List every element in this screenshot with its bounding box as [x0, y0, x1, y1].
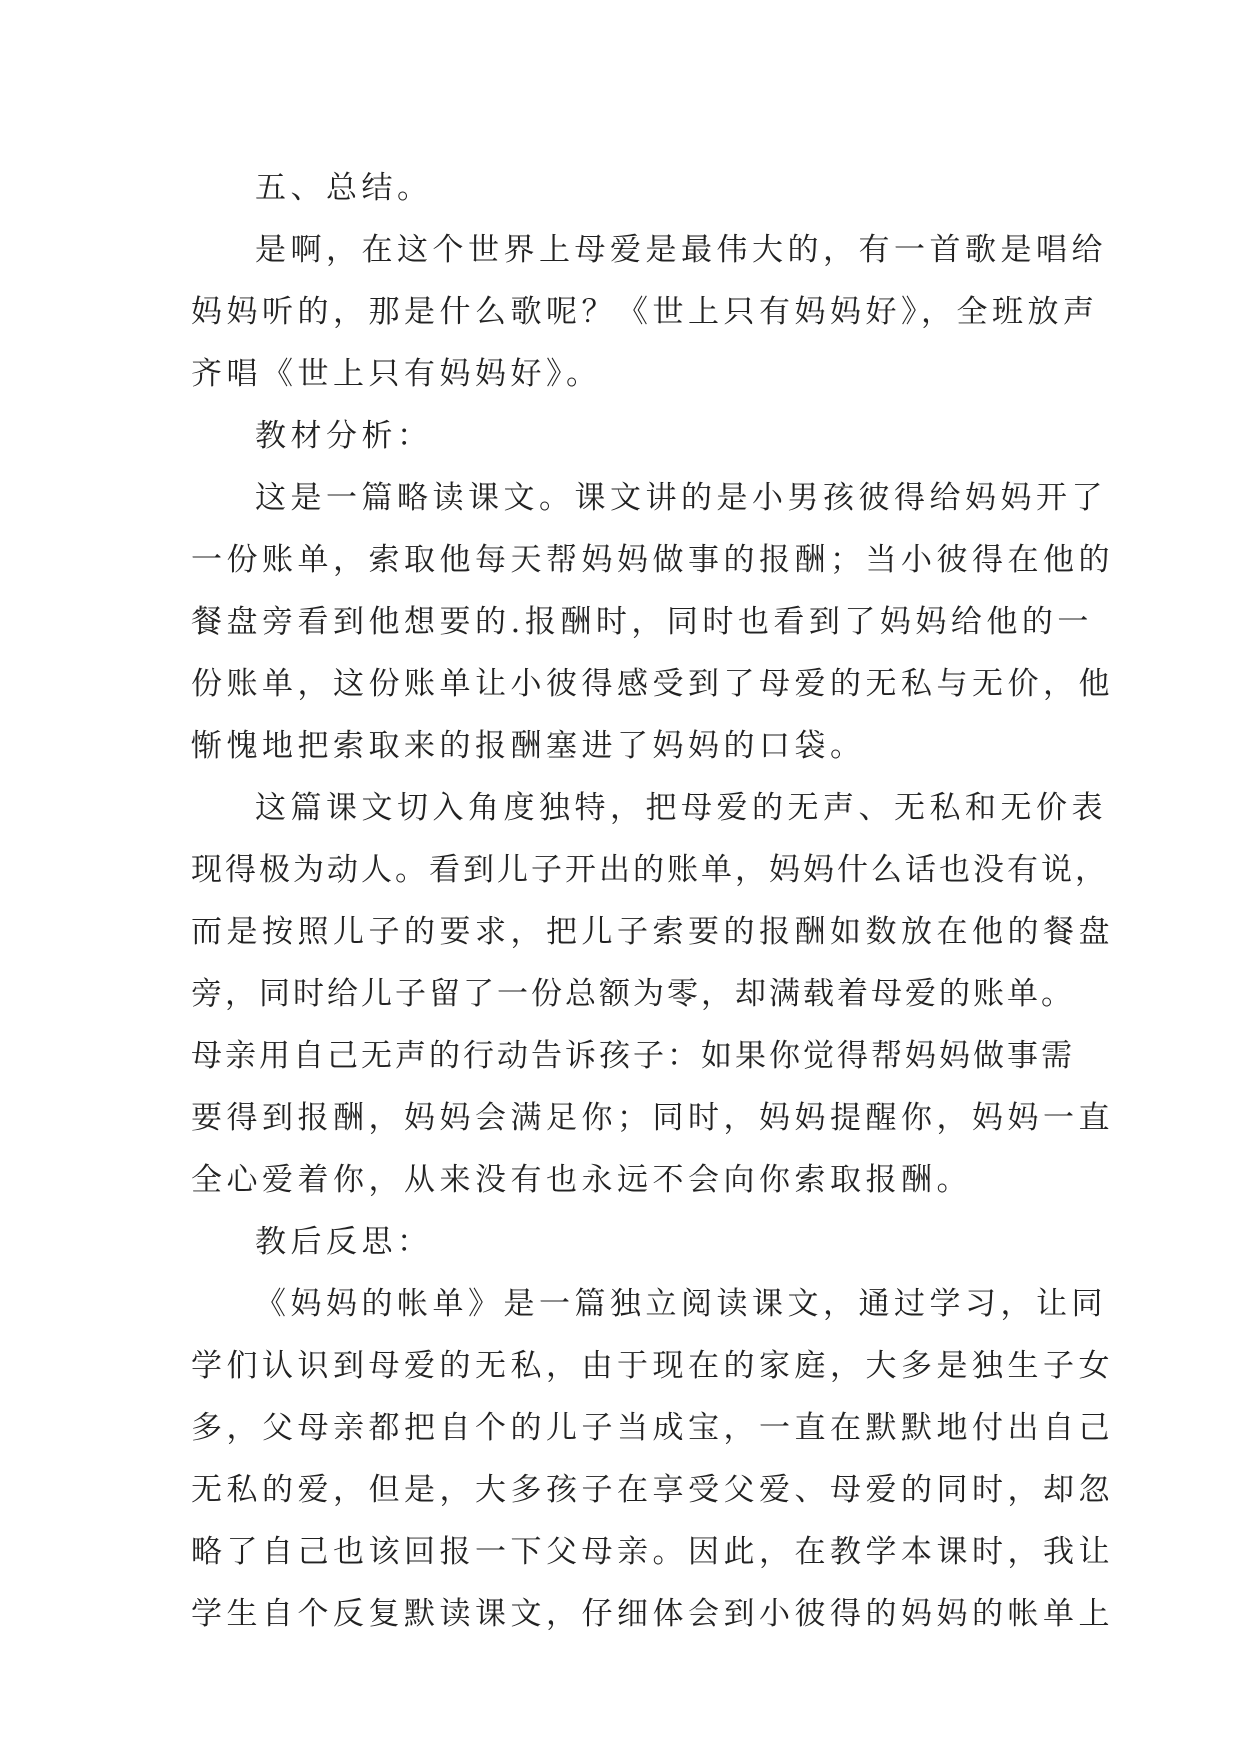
- paragraph-line: 母亲用自己无声的行动告诉孩子：如果你觉得帮妈妈做事需: [191, 1038, 1075, 1074]
- paragraph-line: 这篇课文切入角度独特，把母爱的无声、无私和无价表: [255, 790, 1107, 826]
- paragraph-line: 惭愧地把索取来的报酬塞进了妈妈的口袋。: [191, 728, 866, 764]
- paragraph-line: 学们认识到母爱的无私，由于现在的家庭，大多是独生子女: [191, 1348, 1114, 1384]
- paragraph-line: 要得到报酬，妈妈会满足你；同时，妈妈提醒你，妈妈一直: [191, 1100, 1114, 1136]
- paragraph-line: 一份账单，索取他每天帮妈妈做事的报酬；当小彼得在他的: [191, 542, 1114, 578]
- paragraph-line: 无私的爱，但是，大多孩子在享受父爱、母爱的同时，却忽: [191, 1472, 1114, 1508]
- paragraph-line: 是啊，在这个世界上母爱是最伟大的，有一首歌是唱给: [255, 232, 1107, 268]
- paragraph-line: 全心爱着你，从来没有也永远不会向你索取报酬。: [191, 1162, 972, 1198]
- paragraph-line: 现得极为动人。看到儿子开出的账单，妈妈什么话也没有说，: [191, 852, 1109, 888]
- paragraph-line: 学生自个反复默读课文，仔细体会到小彼得的妈妈的帐单上: [191, 1596, 1114, 1632]
- document-body: [191, 157, 1114, 1645]
- paragraph-line: 略了自己也该回报一下父母亲。因此，在教学本课时，我让: [191, 1534, 1114, 1570]
- paragraph-line: 齐唱《世上只有妈妈好》。: [191, 356, 602, 392]
- paragraph-line: 份账单，这份账单让小彼得感受到了母爱的无私与无价，他: [191, 666, 1114, 702]
- paragraph-line: 餐盘旁看到他想要的.报酬时，同时也看到了妈妈给他的一: [191, 604, 1093, 640]
- paragraph-line: 而是按照儿子的要求，把儿子索要的报酬如数放在他的餐盘: [191, 914, 1114, 950]
- section-heading-textbook-analysis: 教材分析：: [255, 418, 433, 454]
- paragraph-line: 妈妈听的，那是什么歌呢？《世上只有妈妈好》，全班放声: [191, 294, 1099, 330]
- paragraph-line: 旁，同时给儿子留了一份总额为零，却满载着母爱的账单。: [191, 976, 1075, 1012]
- section-heading-summary: 五、总结。: [255, 170, 433, 206]
- paragraph-line: 多，父母亲都把自个的儿子当成宝，一直在默默地付出自己: [191, 1410, 1114, 1446]
- paragraph-line: 《妈妈的帐单》是一篇独立阅读课文，通过学习，让同: [255, 1286, 1107, 1322]
- section-heading-reflection: 教后反思：: [255, 1224, 433, 1260]
- paragraph-line: 这是一篇略读课文。课文讲的是小男孩彼得给妈妈开了: [255, 480, 1107, 516]
